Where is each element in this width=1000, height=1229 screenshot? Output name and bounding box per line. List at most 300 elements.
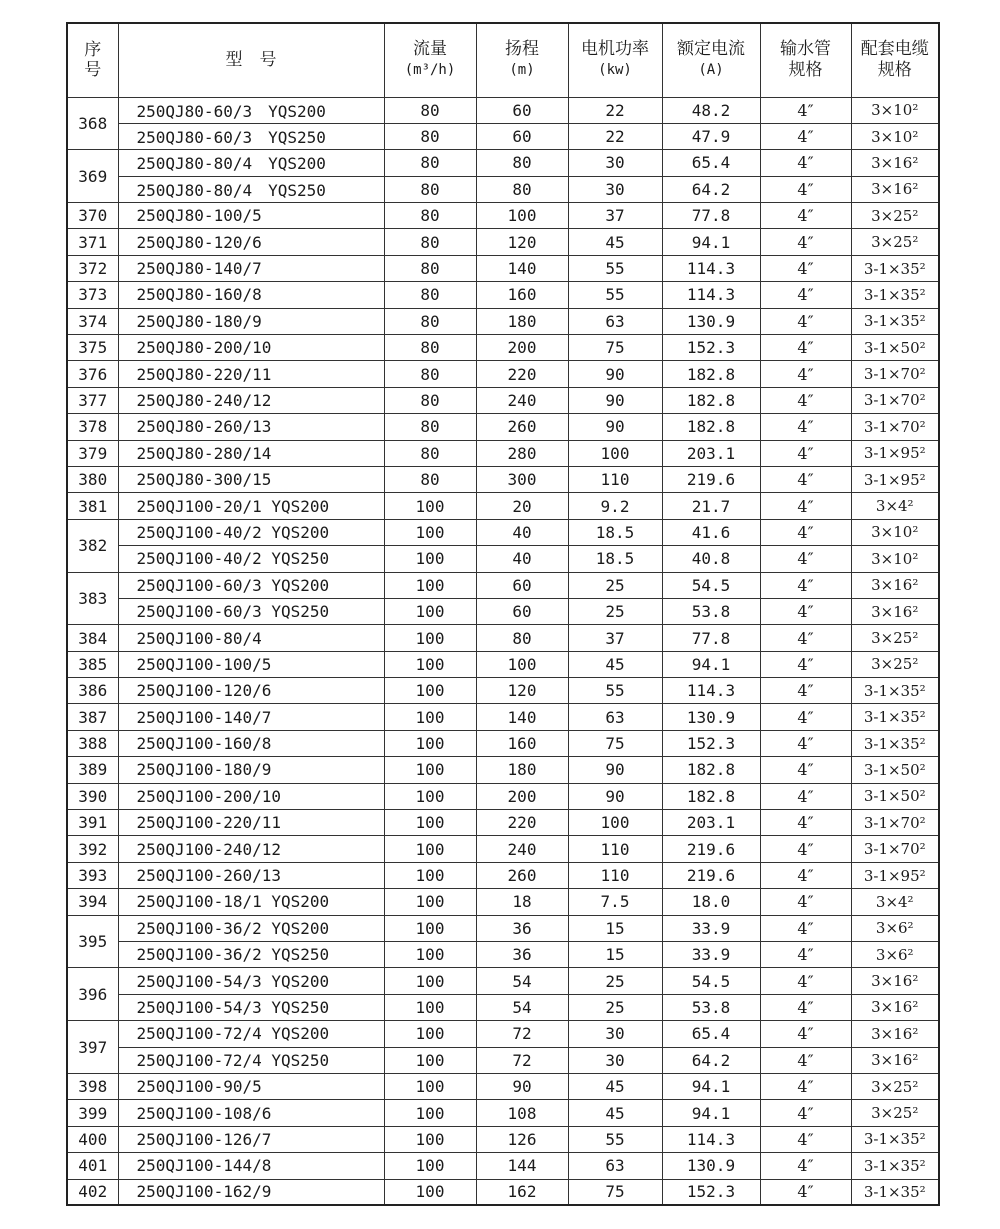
model-cell: 250QJ80-180/9 [118, 308, 384, 334]
cable-cell: 3×10² [851, 519, 939, 545]
current-cell: 182.8 [662, 783, 760, 809]
current-cell: 114.3 [662, 282, 760, 308]
pipe-cell: 4″ [760, 1179, 851, 1205]
seq-cell: 397 [67, 1021, 118, 1074]
power-cell: 90 [568, 361, 662, 387]
head-cell: 240 [476, 836, 568, 862]
pump-spec-sheet [66, 22, 938, 1208]
flow-cell: 80 [384, 335, 476, 361]
pipe-cell: 4″ [760, 625, 851, 651]
head-cell: 54 [476, 994, 568, 1020]
cable-cell: 3×4² [851, 493, 939, 519]
flow-cell: 80 [384, 203, 476, 229]
head-cell: 72 [476, 1021, 568, 1047]
current-cell: 152.3 [662, 1179, 760, 1205]
cable-cell: 3-1×35² [851, 1126, 939, 1152]
head-cell: 18 [476, 889, 568, 915]
table-row [67, 915, 939, 941]
model-cell: 250QJ100-18/1 YQS200 [118, 889, 384, 915]
seq-cell: 375 [67, 335, 118, 361]
model-cell: 250QJ80-60/3 YQS200 [118, 97, 384, 123]
power-cell: 45 [568, 229, 662, 255]
flow-cell: 80 [384, 97, 476, 123]
cable-cell: 3-1×35² [851, 730, 939, 756]
head-cell: 36 [476, 915, 568, 941]
power-cell: 110 [568, 836, 662, 862]
power-cell: 55 [568, 1126, 662, 1152]
seq-cell: 398 [67, 1073, 118, 1099]
current-cell: 54.5 [662, 572, 760, 598]
power-cell: 25 [568, 598, 662, 624]
seq-cell: 386 [67, 678, 118, 704]
model-cell: 250QJ100-40/2 YQS250 [118, 546, 384, 572]
current-cell: 152.3 [662, 730, 760, 756]
table-row [67, 994, 939, 1020]
seq-cell: 396 [67, 968, 118, 1021]
head-cell: 160 [476, 282, 568, 308]
seq-cell: 394 [67, 889, 118, 915]
table-row [67, 836, 939, 862]
head-cell: 162 [476, 1179, 568, 1205]
pipe-cell: 4″ [760, 361, 851, 387]
model-cell: 250QJ80-280/14 [118, 440, 384, 466]
table-row [67, 678, 939, 704]
power-cell: 45 [568, 1073, 662, 1099]
flow-cell: 100 [384, 968, 476, 994]
head-cell: 60 [476, 97, 568, 123]
header-row [67, 23, 939, 97]
power-cell: 75 [568, 1179, 662, 1205]
current-cell: 77.8 [662, 625, 760, 651]
model-cell: 250QJ100-80/4 [118, 625, 384, 651]
head-cell: 108 [476, 1100, 568, 1126]
table-row [67, 1126, 939, 1152]
current-cell: 219.6 [662, 466, 760, 492]
cable-cell: 3×25² [851, 229, 939, 255]
pipe-cell: 4″ [760, 176, 851, 202]
seq-cell: 402 [67, 1179, 118, 1205]
power-cell: 30 [568, 1047, 662, 1073]
cable-cell: 3-1×35² [851, 282, 939, 308]
pipe-cell: 4″ [760, 1100, 851, 1126]
pipe-cell: 4″ [760, 915, 851, 941]
pipe-cell: 4″ [760, 810, 851, 836]
head-cell: 144 [476, 1153, 568, 1179]
pipe-cell: 4″ [760, 519, 851, 545]
pipe-cell: 4″ [760, 994, 851, 1020]
power-cell: 30 [568, 150, 662, 176]
seq-cell: 368 [67, 97, 118, 150]
head-cell: 60 [476, 123, 568, 149]
cable-cell: 3×6² [851, 915, 939, 941]
pipe-cell: 4″ [760, 678, 851, 704]
seq-cell: 384 [67, 625, 118, 651]
cable-cell: 3×16² [851, 572, 939, 598]
cable-cell: 3-1×70² [851, 836, 939, 862]
flow-cell: 100 [384, 836, 476, 862]
head-cell: 180 [476, 308, 568, 334]
power-cell: 45 [568, 1100, 662, 1126]
cable-cell: 3×25² [851, 625, 939, 651]
flow-cell: 100 [384, 625, 476, 651]
power-cell: 55 [568, 255, 662, 281]
model-cell: 250QJ80-240/12 [118, 387, 384, 413]
table-row [67, 97, 939, 123]
pipe-cell: 4″ [760, 335, 851, 361]
current-cell: 203.1 [662, 440, 760, 466]
table-row [67, 282, 939, 308]
table-row [67, 862, 939, 888]
header-cable: 配套电缆 规格 [851, 23, 939, 97]
seq-cell: 393 [67, 862, 118, 888]
model-cell: 250QJ80-80/4 YQS200 [118, 150, 384, 176]
pipe-cell: 4″ [760, 757, 851, 783]
head-cell: 240 [476, 387, 568, 413]
pipe-cell: 4″ [760, 546, 851, 572]
model-cell: 250QJ100-20/1 YQS200 [118, 493, 384, 519]
head-cell: 100 [476, 203, 568, 229]
table-row [67, 889, 939, 915]
flow-cell: 100 [384, 704, 476, 730]
table-row [67, 440, 939, 466]
cable-cell: 3×16² [851, 150, 939, 176]
seq-cell: 400 [67, 1126, 118, 1152]
current-cell: 21.7 [662, 493, 760, 519]
flow-cell: 80 [384, 255, 476, 281]
flow-cell: 100 [384, 519, 476, 545]
power-cell: 90 [568, 387, 662, 413]
cable-cell: 3-1×95² [851, 440, 939, 466]
flow-cell: 80 [384, 361, 476, 387]
model-cell: 250QJ100-60/3 YQS250 [118, 598, 384, 624]
table-row [67, 757, 939, 783]
head-cell: 80 [476, 150, 568, 176]
power-cell: 110 [568, 466, 662, 492]
current-cell: 152.3 [662, 335, 760, 361]
current-cell: 33.9 [662, 915, 760, 941]
current-cell: 182.8 [662, 757, 760, 783]
flow-cell: 100 [384, 942, 476, 968]
flow-cell: 100 [384, 678, 476, 704]
model-cell: 250QJ100-72/4 YQS250 [118, 1047, 384, 1073]
table-row [67, 387, 939, 413]
flow-cell: 100 [384, 1153, 476, 1179]
head-cell: 160 [476, 730, 568, 756]
power-cell: 15 [568, 942, 662, 968]
model-cell: 250QJ100-54/3 YQS200 [118, 968, 384, 994]
model-cell: 250QJ100-160/8 [118, 730, 384, 756]
table-row [67, 1021, 939, 1047]
head-cell: 300 [476, 466, 568, 492]
flow-cell: 100 [384, 1047, 476, 1073]
flow-cell: 100 [384, 915, 476, 941]
flow-cell: 80 [384, 308, 476, 334]
model-cell: 250QJ80-300/15 [118, 466, 384, 492]
seq-cell: 373 [67, 282, 118, 308]
power-cell: 90 [568, 414, 662, 440]
model-cell: 250QJ80-60/3 YQS250 [118, 123, 384, 149]
head-cell: 200 [476, 335, 568, 361]
head-cell: 140 [476, 704, 568, 730]
seq-cell: 385 [67, 651, 118, 677]
current-cell: 64.2 [662, 176, 760, 202]
pipe-cell: 4″ [760, 598, 851, 624]
power-cell: 18.5 [568, 546, 662, 572]
power-cell: 100 [568, 440, 662, 466]
cable-cell: 3-1×35² [851, 704, 939, 730]
power-cell: 55 [568, 282, 662, 308]
current-cell: 40.8 [662, 546, 760, 572]
model-cell: 250QJ80-140/7 [118, 255, 384, 281]
cable-cell: 3×16² [851, 994, 939, 1020]
seq-cell: 391 [67, 810, 118, 836]
cable-cell: 3-1×35² [851, 1179, 939, 1205]
power-cell: 75 [568, 730, 662, 756]
power-cell: 25 [568, 968, 662, 994]
cable-cell: 3-1×50² [851, 335, 939, 361]
flow-cell: 80 [384, 282, 476, 308]
current-cell: 114.3 [662, 1126, 760, 1152]
current-cell: 114.3 [662, 678, 760, 704]
power-cell: 90 [568, 757, 662, 783]
current-cell: 203.1 [662, 810, 760, 836]
power-cell: 9.2 [568, 493, 662, 519]
header-flow: 流量 (m³/h) [384, 23, 476, 97]
pipe-cell: 4″ [760, 414, 851, 440]
flow-cell: 100 [384, 1126, 476, 1152]
pipe-cell: 4″ [760, 1153, 851, 1179]
cable-cell: 3×16² [851, 598, 939, 624]
cable-cell: 3-1×35² [851, 308, 939, 334]
current-cell: 33.9 [662, 942, 760, 968]
pipe-cell: 4″ [760, 203, 851, 229]
seq-cell: 382 [67, 519, 118, 572]
seq-cell: 370 [67, 203, 118, 229]
head-cell: 120 [476, 678, 568, 704]
head-cell: 140 [476, 255, 568, 281]
cable-cell: 3×16² [851, 1021, 939, 1047]
flow-cell: 100 [384, 1179, 476, 1205]
table-row [67, 625, 939, 651]
current-cell: 182.8 [662, 414, 760, 440]
power-cell: 90 [568, 783, 662, 809]
model-cell: 250QJ100-126/7 [118, 1126, 384, 1152]
head-cell: 90 [476, 1073, 568, 1099]
power-cell: 22 [568, 123, 662, 149]
model-cell: 250QJ100-60/3 YQS200 [118, 572, 384, 598]
cable-cell: 3-1×70² [851, 387, 939, 413]
cable-cell: 3-1×95² [851, 466, 939, 492]
pump-spec-table [66, 22, 940, 1206]
pipe-cell: 4″ [760, 862, 851, 888]
seq-cell: 399 [67, 1100, 118, 1126]
pipe-cell: 4″ [760, 123, 851, 149]
head-cell: 100 [476, 651, 568, 677]
cable-cell: 3-1×35² [851, 255, 939, 281]
head-cell: 80 [476, 625, 568, 651]
cable-cell: 3-1×70² [851, 810, 939, 836]
head-cell: 180 [476, 757, 568, 783]
cable-cell: 3-1×50² [851, 783, 939, 809]
flow-cell: 100 [384, 1100, 476, 1126]
pipe-cell: 4″ [760, 150, 851, 176]
pipe-cell: 4″ [760, 282, 851, 308]
model-cell: 250QJ100-40/2 YQS200 [118, 519, 384, 545]
current-cell: 64.2 [662, 1047, 760, 1073]
header-head: 扬程 (m) [476, 23, 568, 97]
pipe-cell: 4″ [760, 97, 851, 123]
seq-cell: 379 [67, 440, 118, 466]
current-cell: 130.9 [662, 308, 760, 334]
head-cell: 36 [476, 942, 568, 968]
seq-cell: 372 [67, 255, 118, 281]
head-cell: 40 [476, 519, 568, 545]
table-row [67, 783, 939, 809]
current-cell: 47.9 [662, 123, 760, 149]
cable-cell: 3×4² [851, 889, 939, 915]
table-row [67, 546, 939, 572]
head-cell: 200 [476, 783, 568, 809]
pipe-cell: 4″ [760, 1126, 851, 1152]
power-cell: 7.5 [568, 889, 662, 915]
model-cell: 250QJ100-240/12 [118, 836, 384, 862]
power-cell: 30 [568, 176, 662, 202]
pipe-cell: 4″ [760, 572, 851, 598]
power-cell: 63 [568, 1153, 662, 1179]
seq-cell: 387 [67, 704, 118, 730]
model-cell: 250QJ80-100/5 [118, 203, 384, 229]
pipe-cell: 4″ [760, 440, 851, 466]
head-cell: 120 [476, 229, 568, 255]
current-cell: 53.8 [662, 598, 760, 624]
seq-cell: 369 [67, 150, 118, 203]
model-cell: 250QJ100-260/13 [118, 862, 384, 888]
model-cell: 250QJ100-140/7 [118, 704, 384, 730]
head-cell: 20 [476, 493, 568, 519]
power-cell: 25 [568, 572, 662, 598]
seq-cell: 380 [67, 466, 118, 492]
header-model: 型 号 [118, 23, 384, 97]
current-cell: 94.1 [662, 229, 760, 255]
pipe-cell: 4″ [760, 466, 851, 492]
header-seq: 序号 [67, 23, 118, 97]
pipe-cell: 4″ [760, 308, 851, 334]
model-cell: 250QJ100-54/3 YQS250 [118, 994, 384, 1020]
current-cell: 53.8 [662, 994, 760, 1020]
cable-cell: 3×25² [851, 651, 939, 677]
head-cell: 54 [476, 968, 568, 994]
pipe-cell: 4″ [760, 704, 851, 730]
pipe-cell: 4″ [760, 651, 851, 677]
cable-cell: 3-1×70² [851, 361, 939, 387]
cable-cell: 3-1×95² [851, 862, 939, 888]
current-cell: 94.1 [662, 651, 760, 677]
pipe-cell: 4″ [760, 229, 851, 255]
current-cell: 182.8 [662, 387, 760, 413]
cable-cell: 3×10² [851, 546, 939, 572]
head-cell: 60 [476, 598, 568, 624]
pipe-cell: 4″ [760, 730, 851, 756]
power-cell: 22 [568, 97, 662, 123]
power-cell: 37 [568, 625, 662, 651]
flow-cell: 80 [384, 440, 476, 466]
power-cell: 100 [568, 810, 662, 836]
table-row [67, 1153, 939, 1179]
power-cell: 63 [568, 308, 662, 334]
flow-cell: 100 [384, 730, 476, 756]
cable-cell: 3-1×35² [851, 678, 939, 704]
seq-cell: 401 [67, 1153, 118, 1179]
table-body [67, 97, 939, 1205]
seq-cell: 383 [67, 572, 118, 625]
table-row [67, 466, 939, 492]
model-cell: 250QJ80-160/8 [118, 282, 384, 308]
cable-cell: 3-1×35² [851, 1153, 939, 1179]
power-cell: 63 [568, 704, 662, 730]
cable-cell: 3×16² [851, 1047, 939, 1073]
pipe-cell: 4″ [760, 1073, 851, 1099]
table-row [67, 810, 939, 836]
pipe-cell: 4″ [760, 968, 851, 994]
head-cell: 280 [476, 440, 568, 466]
flow-cell: 100 [384, 889, 476, 915]
cable-cell: 3-1×70² [851, 414, 939, 440]
flow-cell: 100 [384, 783, 476, 809]
table-row [67, 335, 939, 361]
header-pipe: 输水管 规格 [760, 23, 851, 97]
cable-cell: 3×16² [851, 968, 939, 994]
seq-cell: 371 [67, 229, 118, 255]
seq-cell: 388 [67, 730, 118, 756]
model-cell: 250QJ100-108/6 [118, 1100, 384, 1126]
flow-cell: 100 [384, 598, 476, 624]
flow-cell: 100 [384, 1073, 476, 1099]
table-row [67, 572, 939, 598]
flow-cell: 100 [384, 572, 476, 598]
flow-cell: 80 [384, 387, 476, 413]
cable-cell: 3×16² [851, 176, 939, 202]
table-row [67, 1073, 939, 1099]
pipe-cell: 4″ [760, 387, 851, 413]
current-cell: 41.6 [662, 519, 760, 545]
cable-cell: 3×10² [851, 123, 939, 149]
flow-cell: 100 [384, 1021, 476, 1047]
table-row [67, 968, 939, 994]
cable-cell: 3-1×50² [851, 757, 939, 783]
head-cell: 260 [476, 414, 568, 440]
flow-cell: 100 [384, 862, 476, 888]
model-cell: 250QJ100-36/2 YQS200 [118, 915, 384, 941]
seq-cell: 389 [67, 757, 118, 783]
seq-cell: 374 [67, 308, 118, 334]
table-row [67, 203, 939, 229]
current-cell: 94.1 [662, 1100, 760, 1126]
seq-cell: 376 [67, 361, 118, 387]
model-cell: 250QJ80-260/13 [118, 414, 384, 440]
seq-cell: 378 [67, 414, 118, 440]
model-cell: 250QJ100-162/9 [118, 1179, 384, 1205]
seq-cell: 395 [67, 915, 118, 968]
flow-cell: 80 [384, 123, 476, 149]
power-cell: 15 [568, 915, 662, 941]
current-cell: 94.1 [662, 1073, 760, 1099]
cable-cell: 3×10² [851, 97, 939, 123]
model-cell: 250QJ80-120/6 [118, 229, 384, 255]
power-cell: 55 [568, 678, 662, 704]
current-cell: 219.6 [662, 836, 760, 862]
model-cell: 250QJ100-220/11 [118, 810, 384, 836]
pipe-cell: 4″ [760, 942, 851, 968]
